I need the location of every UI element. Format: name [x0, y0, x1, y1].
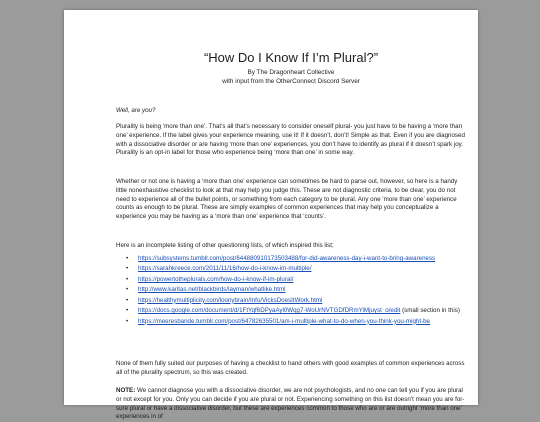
bullet-icon: •: [126, 307, 129, 315]
list-item: [116, 265, 466, 274]
document-title: “How Do I Know If I’m Plural?”: [203, 50, 379, 65]
bullet-icon: •: [126, 275, 129, 283]
note-label: NOTE:: [116, 387, 136, 394]
list-item: [116, 318, 466, 327]
paragraph-definition: Plurality is being ‘more than one’. That’s all that’s necessary to consider oneself plural- you just have to be having a ‘more than one’ experience. If the label gives your experience meaning, use it! If it doesn’t, don’t! Simple as that. Even if you are diagnosed with a dissociative disorder or are having ‘more than one’ experiences, you don’t have to identify as plural if it doesn’t spark joy. Plurality is an opt-in label for those who experience being ‘more than one’ in some way.: [116, 123, 465, 157]
list-item: [116, 307, 466, 316]
contributor-line: with input from the OtherConnect Discord Server: [222, 78, 360, 85]
paragraph-purpose: None of them fully suited our purposes of having a checklist to hand others with good examples of common experiences across all of the plurality spectrum, so this was created.: [116, 360, 465, 376]
bullet-icon: •: [126, 317, 129, 325]
byline-block: [116, 68, 466, 86]
reference-link[interactable]: https://meeresbande.tumblr.com/post/64782635501/am-i-multiple-what-to-do-when-you-think-you-might-be: [138, 317, 430, 325]
list-item: [116, 286, 466, 295]
link-note: (small section in this): [400, 307, 460, 315]
bullet-icon: •: [126, 265, 129, 273]
reference-link[interactable]: https://powertotheplurals.com/how-do-i-know-if-im-plural/: [138, 275, 294, 283]
note-text: We cannot diagnose you with a dissociative disorder, we are not psychologists, and no one can tell you if you are plural or not except for you. Only you can decide if you are plural or not. Experiencing something on this list doesn’t mean you are for-sure plural or have a dissociative disorder, but these are experiences common to those who are or are outright ‘more than one’ experiences in of: [116, 387, 465, 421]
paragraph-note: [116, 387, 466, 422]
bullet-icon: •: [126, 255, 129, 262]
author-line: By The Dragonheart Collective: [247, 69, 335, 76]
reference-links-list: [116, 255, 466, 328]
reference-link[interactable]: https://healthymultiplicity.com/loonybrain/Info/VicksDoesItWork.html: [138, 296, 323, 304]
list-item: [116, 276, 466, 285]
document-page: [64, 10, 478, 421]
paragraph-list-intro: Here is an incomplete listing of other questioning lists, of which inspired this list;: [116, 242, 334, 249]
lead-question: Well, are you?: [116, 107, 156, 114]
bullet-icon: •: [126, 296, 129, 304]
reference-link[interactable]: https://subsystems.tumblr.com/post/644880910173503488/for-did-awareness-day-i-want-to-bring-awareness: [138, 255, 436, 262]
reference-link[interactable]: https://docs.google.com/document/d/1FtYqf6DPyaAyl0Wqg7-WoUrNVTGDfDRmYiMjuyst_o/edit: [138, 307, 401, 315]
paragraph-checklist-intro: Whether or not one is having a ‘more than one’ experience can sometimes be hard to parse out, however, so here is a handy little nonexhaustive checklist to look at that may help you judge this. These are not diagnostic criteria, to be clear, you do not need to experience all of the bullet points, or something from each category to be plural. Any one ‘more than one’ experience counts as enough to be plural. These are simply examples of common experiences that may help you conceptualize a experience you may be having as a ‘more than one’ experience that ‘counts’.: [116, 178, 458, 220]
list-item: [116, 297, 466, 306]
reference-link[interactable]: http://www.karitas.net/blackbirds/layman/whatlike.html: [138, 286, 286, 294]
bullet-icon: •: [126, 286, 129, 294]
reference-link[interactable]: https://sarahkreece.com/2011/11/16/how-do-i-know-im-multiple/: [138, 265, 312, 273]
list-item: [116, 255, 466, 264]
